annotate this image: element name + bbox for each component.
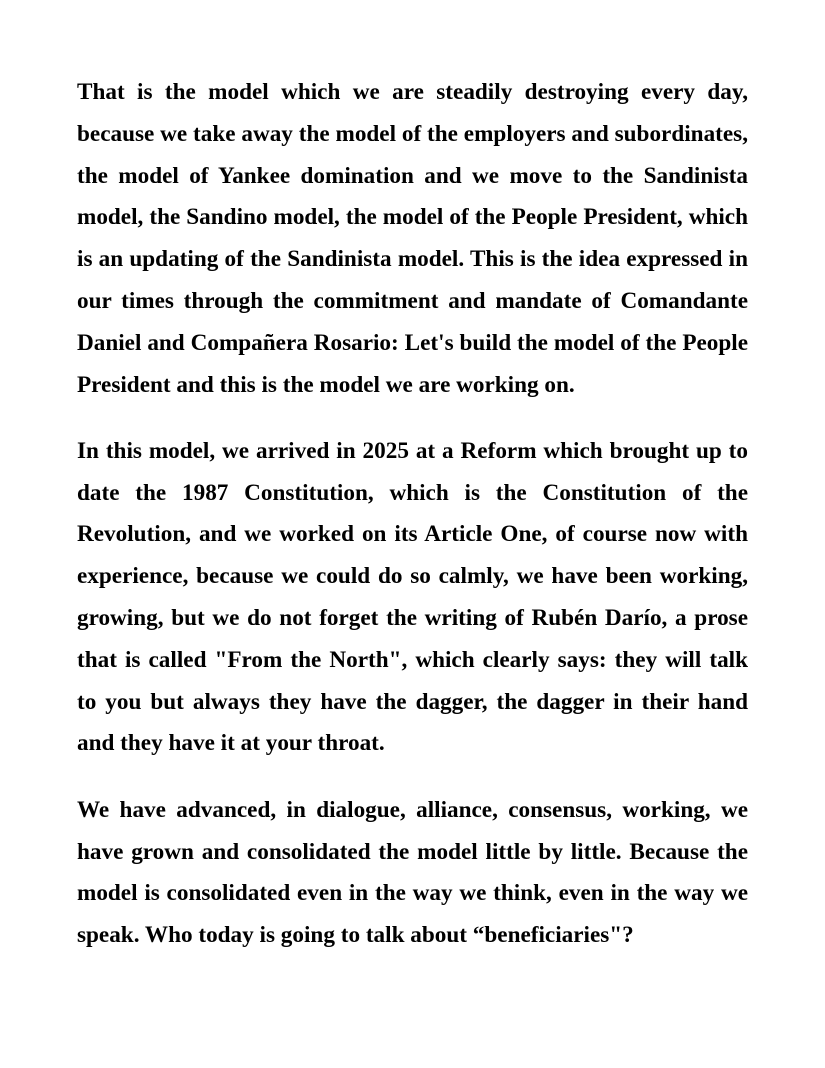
document-page: [77, 72, 748, 981]
paragraph-1: That is the model which we are steadily destroying every day, because we take away the model of the employers and subordinates, the model of Yankee domination and we move to the Sandinista model, the Sandino model, the model of the People President, which is an updating of the Sandinista model. This is the idea expressed in our times through the commitment and mandate of Comandante Daniel and Compañera Rosario: Let's build the model of the People President and this is the model we are working on.: [77, 79, 748, 398]
paragraph-3: We have advanced, in dialogue, alliance, consensus, working, we have grown and consolidated the model little by little. Because the model is consolidated even in the way we think, even in the way we speak. Who today is going to talk about “beneficiaries"?: [77, 796, 748, 949]
paragraph-2: In this model, we arrived in 2025 at a Reform which brought up to date the 1987 Constitution, which is the Constitution of the Revolution, and we worked on its Article One, of course now with experience, because we could do so calmly, we have been working, growing, but we do not forget the writing of Rubén Darío, a prose that is called "From the North", which clearly says: they will talk to you but always they have the dagger, the dagger in their hand and they have it at your throat.: [77, 437, 748, 757]
